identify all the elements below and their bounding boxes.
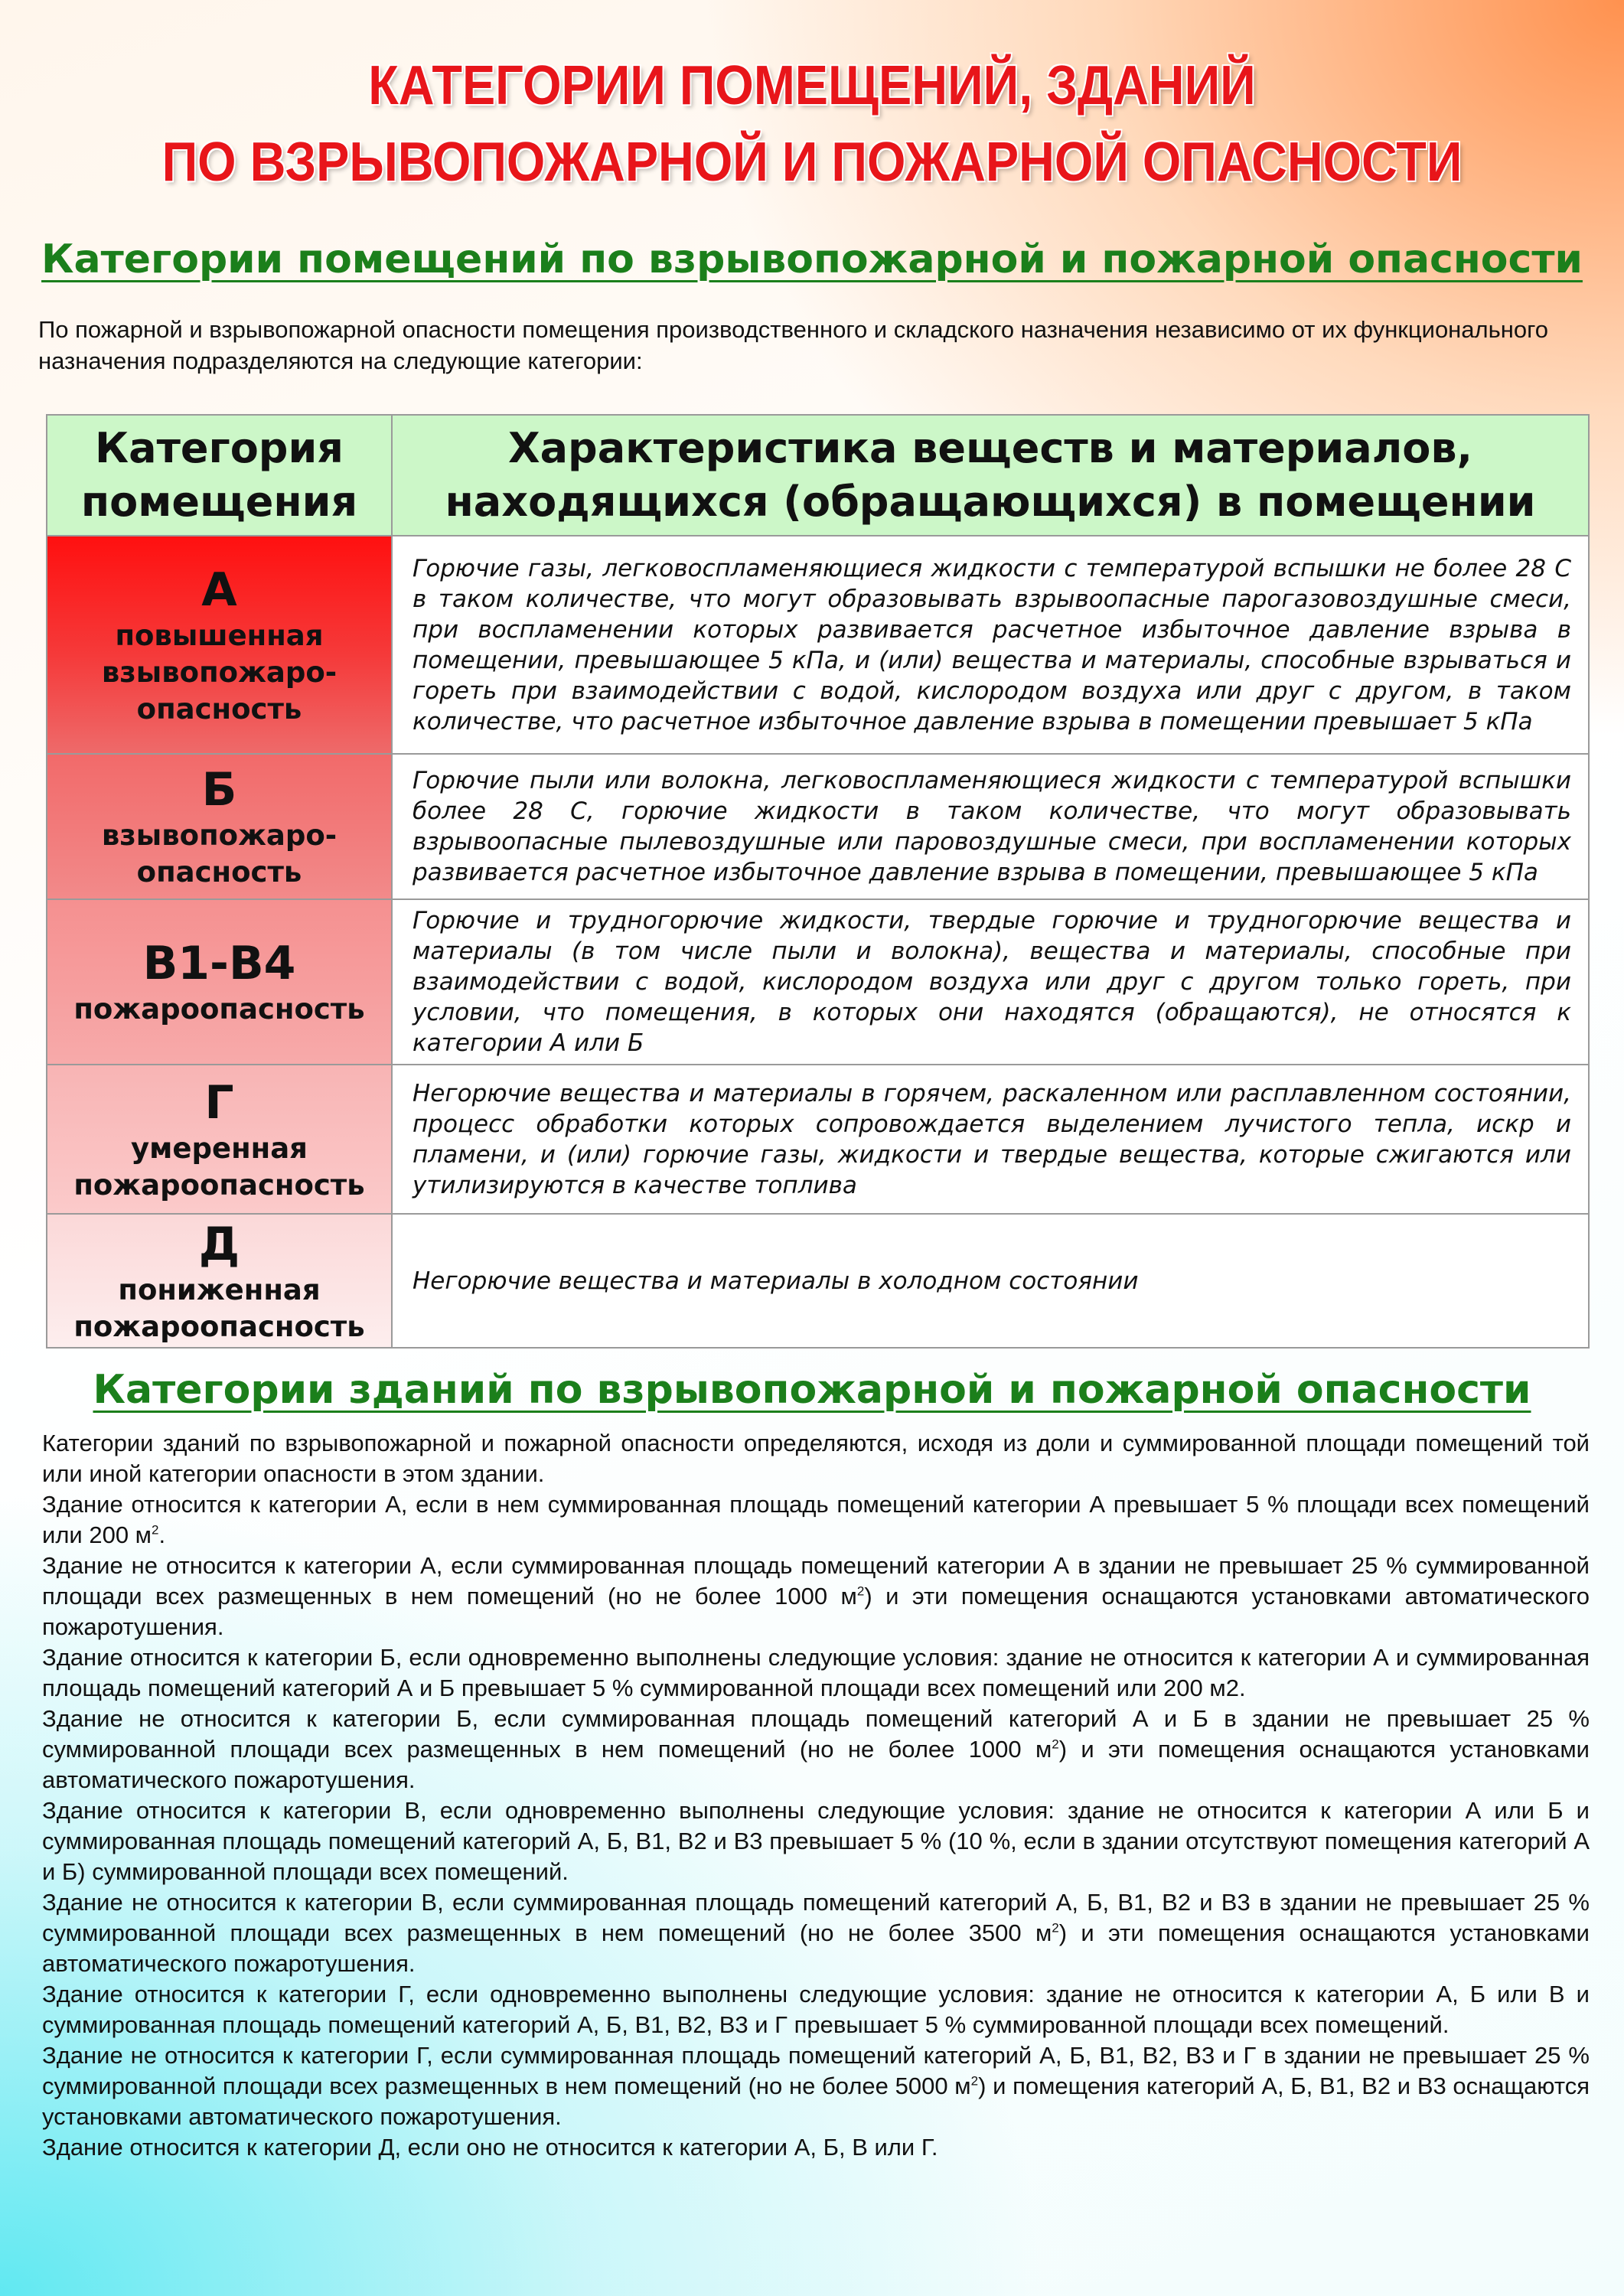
- room-categories-table: [46, 414, 1590, 1349]
- rule-text-end: ) и эти помещения оснащаются установками автоматического пожаротушения.: [42, 1583, 1590, 1640]
- rule-paragraph: [42, 2132, 1590, 2163]
- table-row: [47, 754, 1589, 899]
- table-row: [47, 536, 1589, 754]
- buildings-rules-text: [42, 1428, 1590, 2163]
- category-description: Негорючие вещества и материалы в горячем, раскаленном или расплавленном состоянии, процесс обработки которых сопровождается выделением лучистого тепла, искр и пламени, и (или) горючие газы, жидкости и твердые вещества, которые сжигаются или утилизируются в качестве топлива: [392, 1065, 1589, 1214]
- rule-text: Здание не относится к категории Б, если суммированная площадь помещений категорий А и Б в здании не превышает 25 % суммированной площади всех размещенных в нем помещений (но не более 1000 м: [42, 1705, 1590, 1763]
- rule-text: Здание не относится к категории Г, если суммированная площадь помещений категорий А, Б, В1, В2, В3 и Г в здании не превышает 25 % суммированной площади всех размещенных в нем помещений (но не более 5000 м: [42, 2042, 1590, 2099]
- rule-text-end: ) и эти помещения оснащаются установками автоматического пожаротушения.: [42, 1919, 1590, 1977]
- header-category-line-1: Категория: [95, 424, 344, 472]
- header-characteristics: [392, 415, 1589, 536]
- rule-text: Здание относится к категории В, если одновременно выполнены следующие условия: здание не относится к категории А или Б и суммированная площадь помещений категорий А, Б, В1, В2 и В3 превышает 5 % (10 %, если в здании отсутствуют помещения категорий А и Б) суммированной площади всех помещений.: [42, 1797, 1590, 1885]
- category-letter: В1-В4: [142, 937, 296, 990]
- superscript: 2: [970, 2073, 979, 2089]
- category-name-line: пожароопасность: [73, 1309, 365, 1343]
- superscript: 2: [151, 1522, 159, 1538]
- rule-text: Здание не относится к категории А, если суммированная площадь помещений категории А в здании не превышает 25 % суммированной площади всех размещенных в нем помещений (но не более 1000 м: [42, 1552, 1590, 1609]
- category-cell-d: [47, 1214, 392, 1348]
- rule-text: Здание относится к категории Г, если одновременно выполнены следующие условия: здание не относится к категории А, Б или В и суммированная площадь помещений категорий А, Б, В1, В2, В3 и Г превышает 5 % суммированной площади всех помещений.: [42, 1981, 1590, 2038]
- rule-paragraph: [42, 1887, 1590, 1979]
- rule-text: Категории зданий по взрывопожарной и пожарной опасности определяются, исходя из доли и суммированной площади помещений той или иной категории опасности в этом здании.: [42, 1430, 1590, 1487]
- header-category: [47, 415, 392, 536]
- superscript: 2: [1052, 1920, 1059, 1936]
- category-cell-g: [47, 1065, 392, 1214]
- category-name-line: пожароопасность: [73, 993, 365, 1026]
- category-description: Негорючие вещества и материалы в холодном состоянии: [392, 1214, 1589, 1348]
- category-name-line: пониженная: [118, 1273, 321, 1306]
- table-header-row: [47, 415, 1589, 536]
- rule-paragraph: [42, 1979, 1590, 2040]
- superscript: 2: [856, 1583, 865, 1599]
- superscript: 2: [1052, 1737, 1059, 1752]
- rule-text-end: ) и помещения категорий А, Б, В1, В2 и В3 оснащаются установками автоматического пожаротушения.: [42, 2073, 1590, 2130]
- category-name-line: умеренная: [131, 1131, 308, 1165]
- poster-title-line-1: КАТЕГОРИИ ПОМЕЩЕНИЙ, ЗДАНИЙ: [368, 55, 1256, 116]
- rooms-section-heading: Категории помещений по взрывопожарной и пожарной опасности: [41, 236, 1583, 282]
- rule-paragraph: [42, 1428, 1590, 1489]
- rule-text: Здание относится к категории А, если в нем суммированная площадь помещений категории А превышает 5 % площади всех помещений или 200 м: [42, 1491, 1590, 1548]
- category-name-line: опасность: [136, 856, 302, 889]
- category-cell-a: [47, 536, 392, 754]
- header-characteristics-line-2: находящихся (обращающихся) в помещении: [445, 478, 1536, 526]
- rule-paragraph: [42, 1795, 1590, 1887]
- table-row: [47, 1065, 1589, 1214]
- rule-text-end: ) и эти помещения оснащаются установками автоматического пожаротушения.: [42, 1736, 1590, 1793]
- table-row: [47, 1214, 1589, 1348]
- header-category-line-2: помещения: [80, 478, 358, 526]
- rooms-intro-text: По пожарной и взрывопожарной опасности помещения производственного и складского назначения независимо от их функционального назначения подразделяются на следующие категории:: [38, 316, 1549, 374]
- rule-paragraph: [42, 1704, 1590, 1795]
- poster-title-line-2: ПО ВЗРЫВОПОЖАРНОЙ И ПОЖАРНОЙ ОПАСНОСТИ: [161, 132, 1463, 193]
- category-description: Горючие пыли или волокна, легковоспламеняющиеся жидкости с температурой вспышки более 28 С, горючие жидкости в таком количестве, что могут образовывать взрывоопасные пылевоздушные или паровоздушные смеси, при воспламенении которых развивается расчетное избыточное давление взрыва в помещении, превышающее 5 кПа: [392, 754, 1589, 899]
- rule-paragraph: [42, 1642, 1590, 1704]
- category-name-line: повышенная: [115, 618, 324, 652]
- table-row: [47, 899, 1589, 1065]
- category-description: Горючие и трудногорючие жидкости, твердые горючие и трудногорючие вещества и материалы (в том числе пыли и волокна), вещества и материалы, способные при взаимодействии с водой, кислородом воздуха или друг с другом только гореть, при условии, что помещения, в которых они находятся (обращаются), не относятся к категории А или Б: [392, 899, 1589, 1065]
- rule-paragraph: [42, 1489, 1590, 1551]
- category-name-line: взывопожаро-: [101, 819, 338, 852]
- rule-paragraph: [42, 1551, 1590, 1642]
- category-letter: Г: [204, 1075, 234, 1130]
- rule-text: Здание относится к категории Д, если оно не относится к категории А, Б, В или Г.: [42, 2134, 938, 2161]
- category-name-line: опасность: [136, 692, 302, 726]
- poster-title: [81, 47, 1543, 201]
- category-description: Горючие газы, легковоспламеняющиеся жидкости с температурой вспышки не более 28 С в таком количестве, что могут образовывать взрывоопасные парогазовоздушные смеси, при воспламенении которых развивается расчетное избыточное давление взрыва в помещении, превышающее 5 кПа, и (или) вещества и материалы, способные взрываться и гореть при взаимодействии с водой, кислородом воздуха или друг с другом, в таком количестве, что расчетное избыточное давление взрыва в помещении превышает 5 кПа: [392, 536, 1589, 754]
- header-characteristics-line-1: Характеристика веществ и материалов,: [507, 424, 1473, 472]
- category-letter: А: [201, 563, 237, 617]
- buildings-section-heading: Категории зданий по взрывопожарной и пожарной опасности: [93, 1367, 1531, 1413]
- rule-text: Здание не относится к категории В, если суммированная площадь помещений категорий А, Б, В1, В2 и В3 в здании не превышает 25 % суммированной площади всех размещенных в нем помещений (но не более 3500 м: [42, 1889, 1590, 1946]
- category-cell-b: [47, 754, 392, 899]
- rule-text: Здание относится к категории Б, если одновременно выполнены следующие условия: здание не относится к категории А и суммированная площадь помещений категорий А и Б превышает 5 % суммированной площади всех помещений или 200 м2.: [42, 1644, 1590, 1701]
- category-letter: Б: [201, 763, 237, 817]
- rule-text-end: .: [158, 1521, 166, 1548]
- category-letter: Д: [198, 1217, 240, 1271]
- category-name-line: пожароопасность: [73, 1168, 365, 1202]
- rule-paragraph: [42, 2040, 1590, 2132]
- category-name-line: взывопожаро-: [101, 655, 338, 689]
- category-cell-v: [47, 899, 392, 1065]
